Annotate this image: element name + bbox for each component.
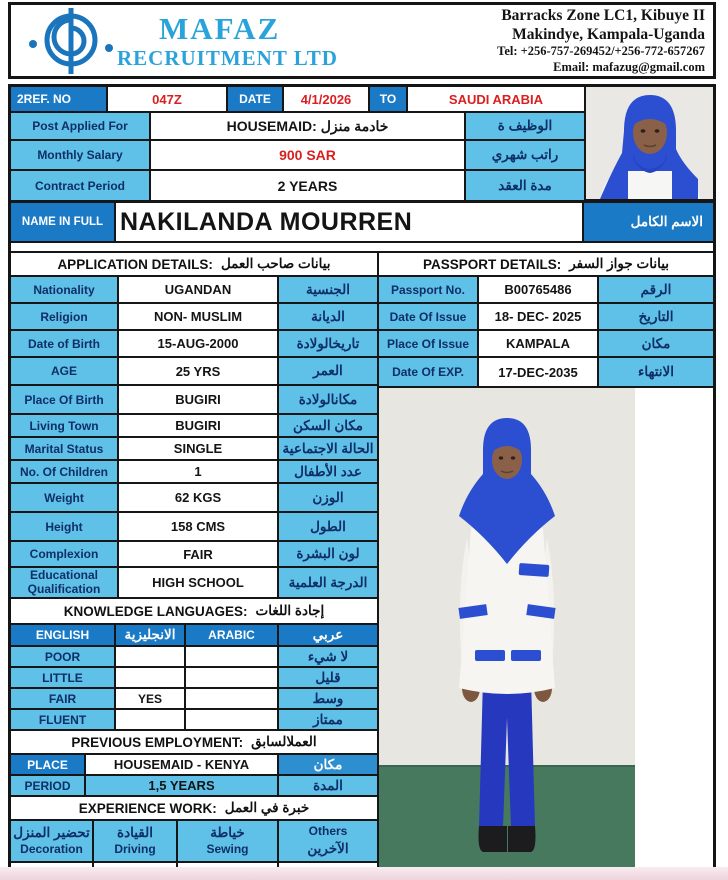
- monthly-salary-value: 900 SAR: [151, 141, 464, 169]
- children-value: 1: [119, 461, 277, 482]
- experience-col-decoration-ar: تحضير المنزل: [13, 825, 90, 841]
- lang-fair-ar-label: وسط: [279, 689, 377, 708]
- lang-little-label: LITTLE: [11, 668, 114, 687]
- age-label: AGE: [11, 358, 117, 384]
- employment-period-label: PERIOD: [11, 776, 84, 795]
- contract-period-label: Contract Period: [11, 171, 149, 200]
- height-arabic: الطول: [279, 513, 377, 540]
- full-name-value: NAKILANDA MOURREN: [116, 203, 582, 241]
- issue-date-label: Date Of Issue: [379, 304, 477, 329]
- employment-title: [11, 731, 377, 753]
- passport-no-value: B00765486: [479, 277, 597, 302]
- experience-col-driving-ar: القيادة: [117, 825, 153, 841]
- lang-fluent-label: FLUENT: [11, 710, 114, 729]
- lang-fluent-ar-label: ممتاز: [279, 710, 377, 729]
- company-logo-icon: [21, 6, 117, 76]
- passport-details-title: [379, 253, 713, 275]
- ref-no-value: 047Z: [108, 87, 226, 111]
- employment-period-arabic: المدة: [279, 776, 377, 795]
- monthly-salary-arabic: راتب شهري: [466, 141, 584, 169]
- complexion-value: FAIR: [119, 542, 277, 566]
- religion-value: NON- MUSLIM: [119, 304, 277, 329]
- experience-col-decoration: [11, 821, 92, 861]
- experience-col-sewing-ar: خياطة: [210, 825, 245, 841]
- employment-place-value: HOUSEMAID - KENYA: [86, 755, 277, 774]
- experience-title-ar: خبرة في العمل: [224, 800, 310, 815]
- date-of-birth-arabic: تاريخالولادة: [279, 331, 377, 356]
- issue-date-value: 18- DEC- 2025: [479, 304, 597, 329]
- marital-status-label: Marital Status: [11, 438, 117, 459]
- contract-period-arabic: مدة العقد: [466, 171, 584, 200]
- lang-fluent-arabic: [186, 710, 277, 729]
- experience-col-others-ar: الآخرين: [307, 841, 349, 857]
- lang-poor-ar-label: لا شيء: [279, 647, 377, 666]
- experience-title-en: EXPERIENCE WORK:: [78, 800, 217, 816]
- passport-no-label: Passport No.: [379, 277, 477, 302]
- languages-title: [11, 599, 377, 623]
- living-town-label: Living Town: [11, 415, 117, 436]
- date-of-birth-value: 15-AUG-2000: [119, 331, 277, 356]
- date-of-birth-label: Date of Birth: [11, 331, 117, 356]
- issue-place-label: Place Of Issue: [379, 331, 477, 356]
- lang-poor-label: POOR: [11, 647, 114, 666]
- lang-poor-arabic: [186, 647, 277, 666]
- weight-value: 62 KGS: [119, 484, 277, 511]
- complexion-arabic: لون البشرة: [279, 542, 377, 566]
- lang-header-arabic: ARABIC: [186, 625, 277, 645]
- experience-col-driving-en: Driving: [114, 841, 156, 856]
- company-address-block: [497, 6, 713, 76]
- place-of-birth-label: Place Of Birth: [11, 386, 117, 413]
- education-label: Educational Qualification: [11, 568, 117, 597]
- experience-col-others: [279, 821, 377, 861]
- experience-title: [11, 797, 377, 819]
- experience-col-driving: [94, 821, 176, 861]
- passport-details-title-en: PASSPORT DETAILS:: [422, 256, 562, 272]
- passport-details-title-ar: بيانات جواز السفر: [569, 256, 670, 271]
- employment-place-label: PLACE: [11, 755, 84, 774]
- place-of-birth-value: BUGIRI: [119, 386, 277, 413]
- religion-arabic: الديانة: [279, 304, 377, 329]
- place-of-birth-arabic: مكانالولادة: [279, 386, 377, 413]
- children-arabic: عدد الأطفال: [279, 461, 377, 482]
- company-name: MAFAZ: [159, 10, 281, 46]
- lang-fair-english: YES: [116, 689, 184, 708]
- languages-title-en: KNOWLEDGE LANGUAGES:: [63, 603, 248, 619]
- nationality-arabic: الجنسية: [279, 277, 377, 302]
- lang-fluent-english: [116, 710, 184, 729]
- languages-title-ar: إجادة اللغات: [255, 603, 325, 618]
- lang-little-ar-label: قليل: [279, 668, 377, 687]
- full-body-photo: [379, 388, 713, 869]
- passport-no-arabic: الرقم: [599, 277, 713, 302]
- issue-date-arabic: التاريخ: [599, 304, 713, 329]
- children-label: No. Of Children: [11, 461, 117, 482]
- spacer-row: [11, 243, 713, 251]
- headshot-photo: [586, 87, 713, 199]
- contract-period-value: 2 YEARS: [151, 171, 464, 200]
- date-value: 4/1/2026: [284, 87, 368, 111]
- experience-col-decoration-en: Decoration: [20, 841, 83, 856]
- complexion-label: Complexion: [11, 542, 117, 566]
- age-value: 25 YRS: [119, 358, 277, 384]
- lang-poor-english: [116, 647, 184, 666]
- lang-header-english: ENGLISH: [11, 625, 114, 645]
- lang-fair-arabic: [186, 689, 277, 708]
- scan-edge-strip: [0, 867, 728, 880]
- full-name-label: NAME IN FULL: [11, 203, 114, 241]
- education-arabic: الدرجة العلمية: [279, 568, 377, 597]
- to-label: TO: [370, 87, 406, 111]
- employment-title-ar: العملالسابق: [251, 734, 317, 749]
- height-label: Height: [11, 513, 117, 540]
- company-subtitle: RECRUITMENT LTD: [117, 45, 338, 70]
- nationality-value: UGANDAN: [119, 277, 277, 302]
- lang-fair-label: FAIR: [11, 689, 114, 708]
- application-details-title: [11, 253, 377, 275]
- expiry-date-value: 17-DEC-2035: [479, 358, 597, 386]
- lang-header-arabic-ar: عربي: [279, 625, 377, 645]
- letterhead: [8, 2, 716, 79]
- experience-col-sewing: [178, 821, 277, 861]
- post-applied-value: HOUSEMAID: خادمة منزل: [151, 113, 464, 139]
- religion-label: Religion: [11, 304, 117, 329]
- weight-arabic: الوزن: [279, 484, 377, 511]
- to-value: SAUDI ARABIA: [408, 87, 584, 111]
- address-line-2: Makindye, Kampala-Uganda: [512, 25, 705, 43]
- expiry-date-arabic: الانتهاء: [599, 358, 713, 386]
- height-value: 158 CMS: [119, 513, 277, 540]
- weight-label: Weight: [11, 484, 117, 511]
- marital-status-arabic: الحالة الاجتماعية: [279, 438, 377, 459]
- education-value: HIGH SCHOOL: [119, 568, 277, 597]
- application-details-title-ar: بيانات صاحب العمل: [220, 256, 331, 271]
- employment-period-value: 1,5 YEARS: [86, 776, 277, 795]
- post-applied-label: Post Applied For: [11, 113, 149, 139]
- lang-header-english-ar: الانجليزية: [116, 625, 184, 645]
- biodata-form: [8, 84, 716, 872]
- ref-no-label: 2REF. NO: [11, 87, 106, 111]
- employment-title-en: PREVIOUS EMPLOYMENT:: [71, 734, 244, 750]
- monthly-salary-label: Monthly Salary: [11, 141, 149, 169]
- address-line-1: Barracks Zone LC1, Kibuye II: [501, 6, 705, 24]
- lang-little-english: [116, 668, 184, 687]
- nationality-label: Nationality: [11, 277, 117, 302]
- date-label: DATE: [228, 87, 282, 111]
- experience-col-sewing-en: Sewing: [206, 841, 249, 856]
- phone-line: Tel: +256-757-269452/+256-772-657267: [497, 44, 705, 59]
- issue-place-arabic: مكان: [599, 331, 713, 356]
- marital-status-value: SINGLE: [119, 438, 277, 459]
- age-arabic: العمر: [279, 358, 377, 384]
- email-line: Email: mafazug@gmail.com: [553, 59, 705, 74]
- post-applied-arabic: الوظيف ة: [466, 113, 584, 139]
- application-details-title-en: APPLICATION DETAILS:: [57, 256, 213, 272]
- expiry-date-label: Date Of EXP.: [379, 358, 477, 386]
- issue-place-value: KAMPALA: [479, 331, 597, 356]
- full-name-arabic: الاسم الكامل: [584, 203, 713, 241]
- living-town-arabic: مكان السكن: [279, 415, 377, 436]
- experience-col-others-en: Others: [308, 824, 348, 839]
- lang-little-arabic: [186, 668, 277, 687]
- employment-place-arabic: مكان: [279, 755, 377, 774]
- living-town-value: BUGIRI: [119, 415, 277, 436]
